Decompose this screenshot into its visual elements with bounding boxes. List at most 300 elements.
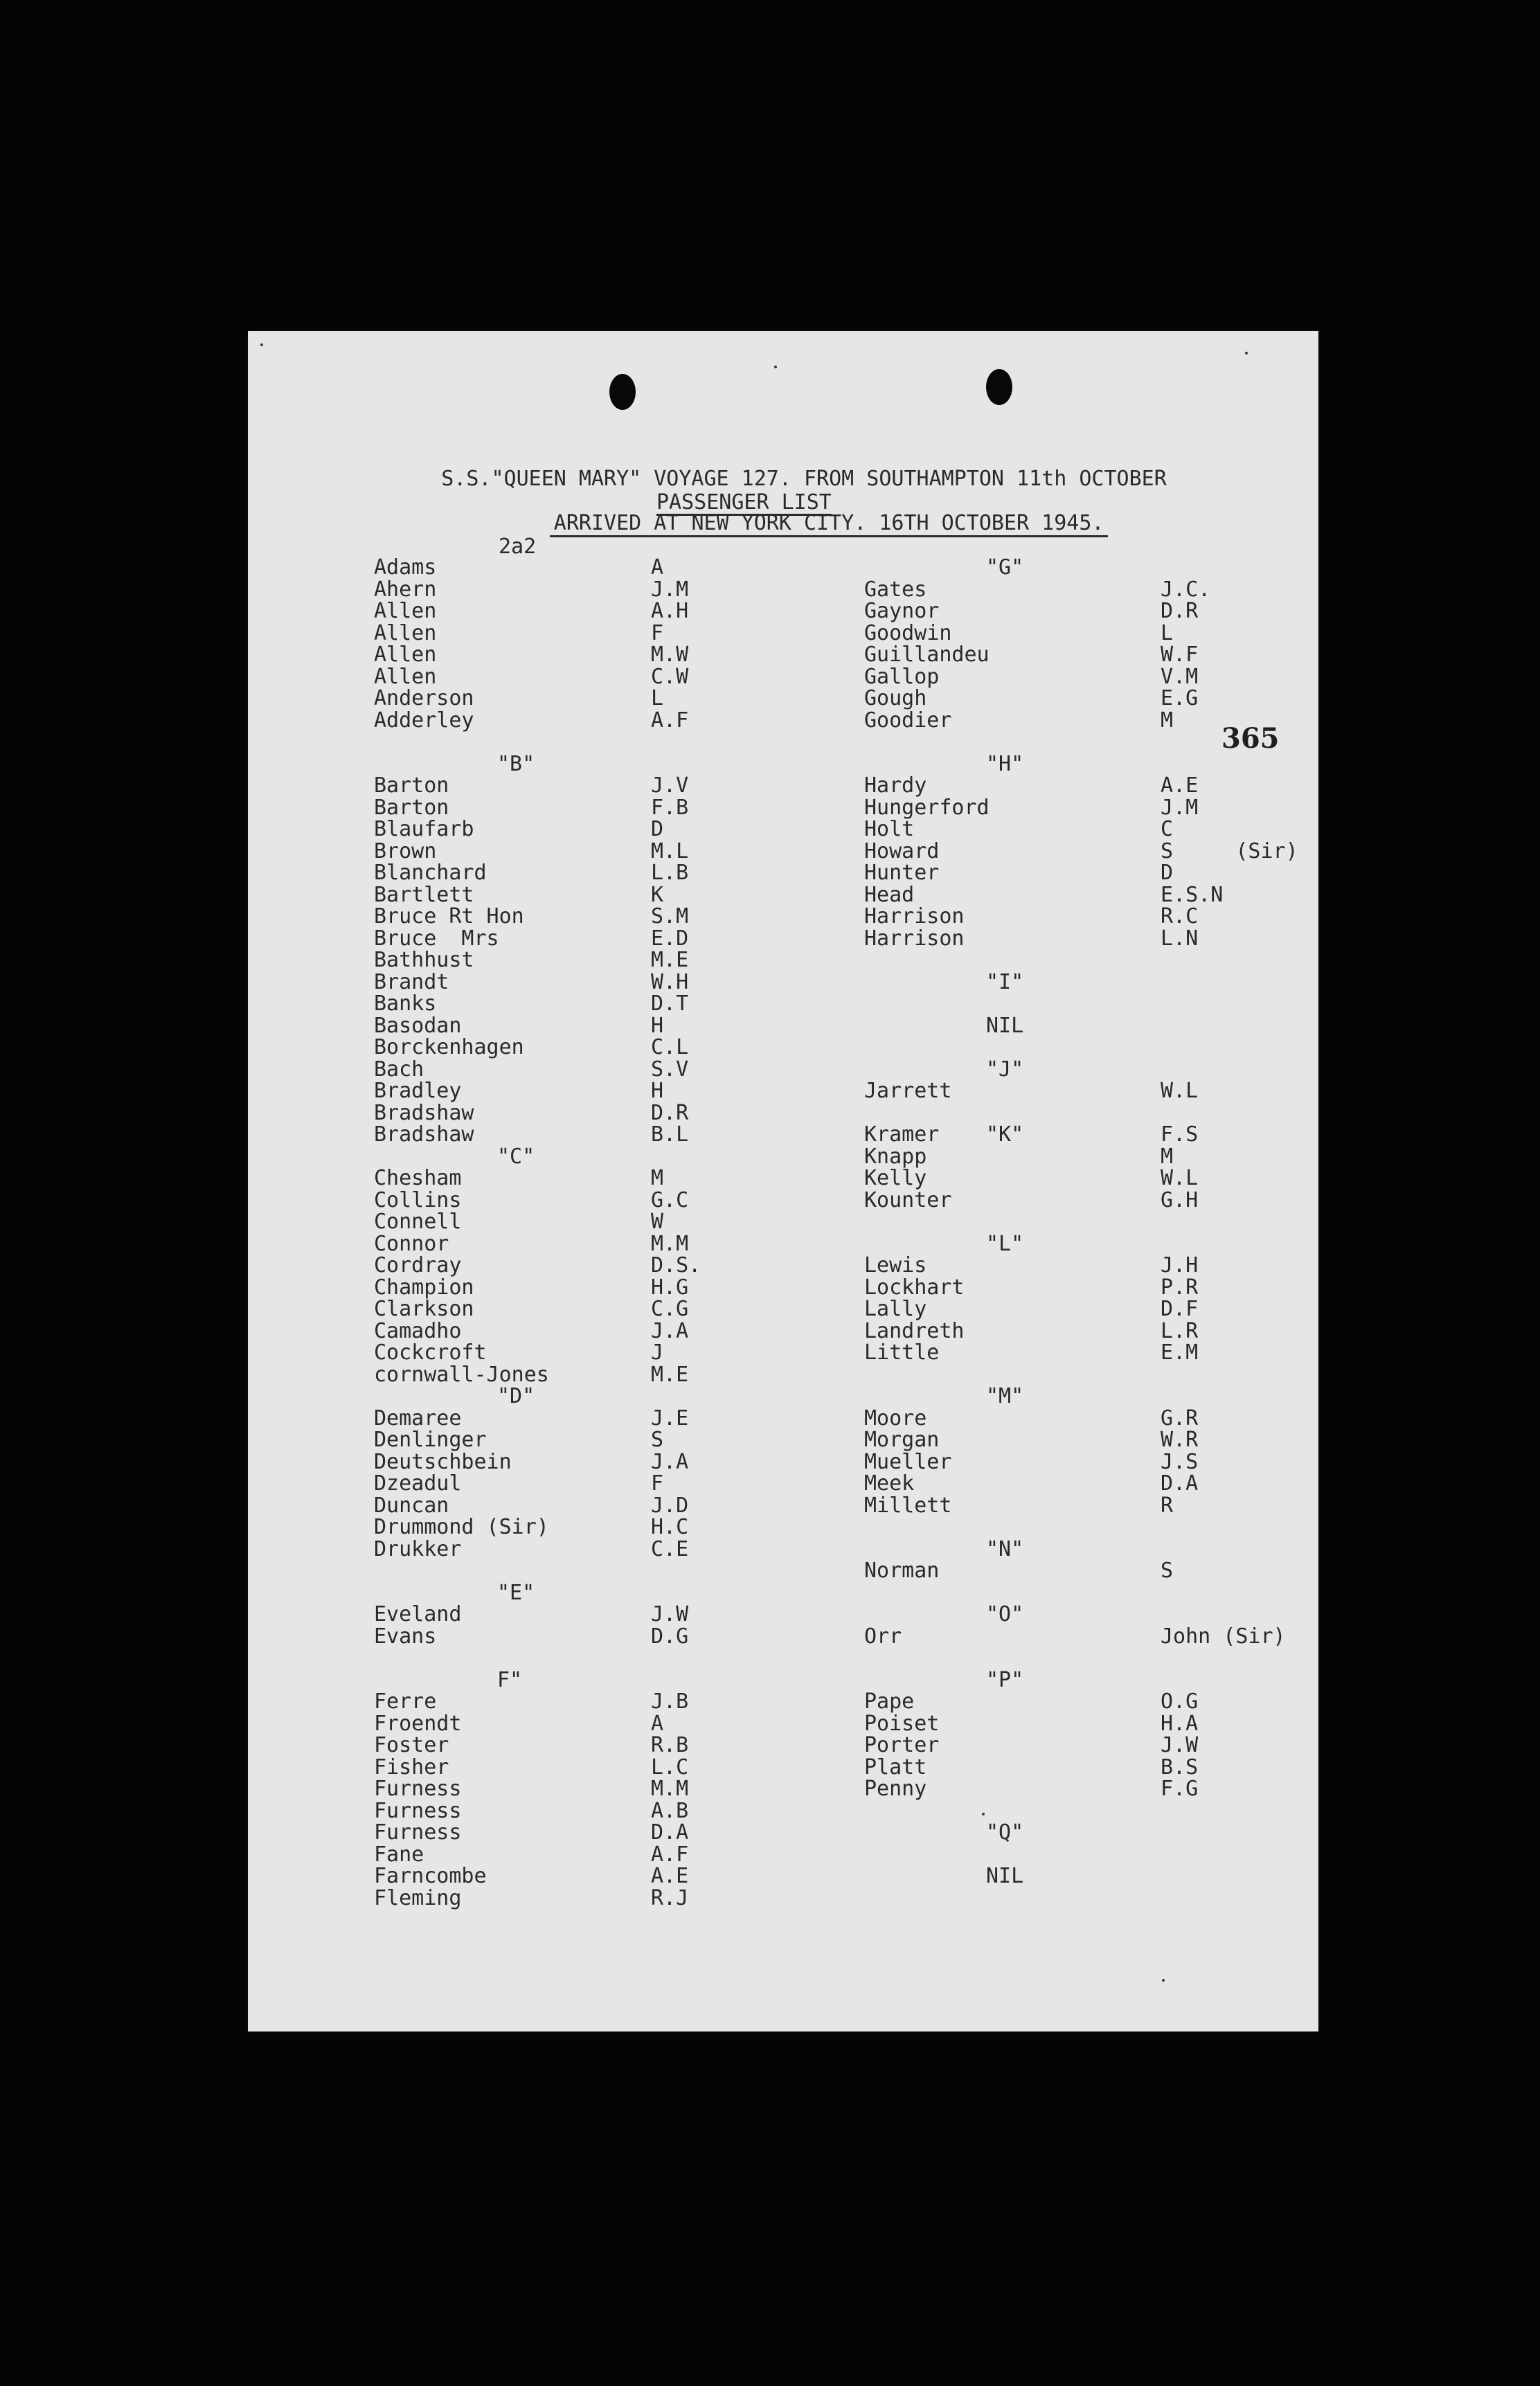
passenger-initials: S.M xyxy=(651,904,689,929)
passenger-surname: Little xyxy=(864,1340,940,1365)
passenger-surname: Kelly xyxy=(864,1166,927,1190)
section-letter: "K" xyxy=(986,1122,1024,1147)
passenger-row xyxy=(374,1516,776,1539)
passenger-surname: Penny xyxy=(864,1777,927,1801)
passenger-row xyxy=(374,1429,776,1451)
passenger-initials: M xyxy=(1161,708,1174,733)
passenger-surname: Bruce Mrs xyxy=(374,926,499,951)
passenger-initials: F.B xyxy=(651,795,689,820)
passenger-surname: Eveland xyxy=(374,1602,462,1626)
passenger-row xyxy=(864,710,1307,732)
passenger-surname: Adderley xyxy=(374,708,474,733)
section-letter: "M" xyxy=(986,1384,1024,1408)
passenger-initials: C.E xyxy=(651,1536,689,1561)
document-page xyxy=(248,331,1318,2031)
passenger-initials: J.M xyxy=(651,577,689,602)
passenger-row xyxy=(374,928,776,950)
passenger-surname: Collins xyxy=(374,1187,462,1212)
blank-row xyxy=(864,949,1307,971)
passenger-row xyxy=(374,884,776,906)
passenger-initials: E.S.N xyxy=(1161,882,1224,907)
passenger-surname: cornwall-Jones xyxy=(374,1362,549,1387)
passenger-surname: Goodwin xyxy=(864,620,952,645)
passenger-row xyxy=(864,1320,1307,1343)
section-heading xyxy=(864,971,1307,994)
passenger-initials: L.C xyxy=(651,1755,689,1779)
passenger-surname: Adams xyxy=(374,555,437,580)
passenger-initials: A xyxy=(651,555,664,580)
passenger-row xyxy=(864,928,1307,950)
passenger-initials: A.B xyxy=(651,1798,689,1823)
passenger-surname: Bradley xyxy=(374,1079,462,1103)
passenger-row xyxy=(864,1146,1307,1168)
passenger-row xyxy=(864,797,1307,819)
passenger-initials: L.B xyxy=(651,861,689,885)
passenger-row xyxy=(864,1124,1307,1146)
passenger-surname: Camadho xyxy=(374,1318,462,1343)
passenger-initials: A.F xyxy=(651,1842,689,1867)
passenger-surname: Clarkson xyxy=(374,1297,474,1321)
passenger-row xyxy=(864,1429,1307,1451)
passenger-row xyxy=(864,884,1307,906)
blank-row xyxy=(864,1844,1307,1866)
passenger-surname: Cockcroft xyxy=(374,1340,487,1365)
passenger-surname: Bartlett xyxy=(374,882,474,907)
passenger-initials: E.G xyxy=(1161,686,1199,710)
passenger-initials: W.L xyxy=(1161,1079,1199,1103)
passenger-row xyxy=(374,1187,776,1212)
section-letter: "C" xyxy=(497,1144,535,1169)
passenger-row xyxy=(374,1124,776,1146)
passenger-row xyxy=(864,775,1307,797)
passenger-row xyxy=(374,1844,776,1866)
blank-row xyxy=(864,1647,1307,1669)
passenger-initials: G.H xyxy=(1161,1187,1199,1212)
passenger-surname: Bradshaw xyxy=(374,1100,474,1125)
passenger-initials: H.C xyxy=(651,1515,689,1539)
passenger-initials: M xyxy=(651,1166,664,1190)
passenger-surname: Farncombe xyxy=(374,1864,487,1888)
passenger-row xyxy=(374,1778,776,1800)
nil-text: NIL xyxy=(986,1013,1024,1038)
passenger-row xyxy=(374,1408,776,1430)
passenger-surname: Norman xyxy=(864,1559,940,1583)
section-letter: "B" xyxy=(497,751,535,776)
blank-row xyxy=(864,1516,1307,1539)
passenger-initials: A xyxy=(651,1711,664,1736)
blank-row xyxy=(374,1560,776,1582)
passenger-initials: H xyxy=(651,1079,664,1103)
passenger-surname: Mueller xyxy=(864,1449,952,1474)
passenger-initials: D.R xyxy=(651,1100,689,1125)
section-letter: "N" xyxy=(986,1536,1024,1561)
passenger-row xyxy=(374,622,776,645)
passenger-initials: C.L xyxy=(651,1035,689,1059)
passenger-surname: Gaynor xyxy=(864,599,940,623)
section-letter: "I" xyxy=(986,969,1024,994)
passenger-row xyxy=(374,600,776,622)
paper-speck xyxy=(774,366,777,368)
passenger-row xyxy=(864,1342,1307,1364)
passenger-row xyxy=(374,1887,776,1910)
passenger-initials: B.S xyxy=(1161,1755,1199,1779)
passenger-row xyxy=(374,1211,776,1233)
blank-row xyxy=(864,1102,1307,1124)
nil-row xyxy=(864,1865,1307,1887)
passenger-surname: Pape xyxy=(864,1689,915,1714)
passenger-initials: H.G xyxy=(651,1275,689,1300)
passenger-initials: A.E xyxy=(1161,773,1199,798)
passenger-row xyxy=(374,1626,776,1648)
section-letter: "O" xyxy=(986,1602,1024,1626)
passenger-surname: Ahern xyxy=(374,577,437,602)
passenger-surname: Foster xyxy=(374,1733,449,1757)
passenger-row xyxy=(374,1536,776,1561)
passenger-row xyxy=(864,1298,1307,1320)
passenger-surname: Barton xyxy=(374,795,449,820)
passenger-row xyxy=(374,1495,776,1517)
passenger-row xyxy=(374,1167,776,1190)
header-arrival-line: ARRIVED AT NEW YORK CITY. 16TH OCTOBER 1945. xyxy=(550,512,1109,537)
passenger-initials: D xyxy=(651,817,664,841)
passenger-surname: Champion xyxy=(374,1275,474,1300)
passenger-surname: Head xyxy=(864,882,915,907)
passenger-row xyxy=(374,1364,776,1386)
passenger-surname: Dzeadul xyxy=(374,1471,462,1496)
passenger-initials: L xyxy=(651,686,664,710)
passenger-surname: Basodan xyxy=(374,1013,462,1038)
passenger-initials: J.S xyxy=(1161,1449,1199,1474)
passenger-surname: Fisher xyxy=(374,1755,449,1779)
passenger-surname: Allen xyxy=(374,664,437,689)
passenger-initials: G.C xyxy=(651,1187,689,1212)
passenger-surname: Hungerford xyxy=(864,795,990,820)
passenger-initials: M.E xyxy=(651,1362,689,1387)
passenger-row xyxy=(864,1626,1307,1648)
passenger-surname: Froendt xyxy=(374,1711,462,1736)
passenger-row xyxy=(374,1037,776,1059)
passenger-row xyxy=(864,1778,1307,1800)
passenger-surname: Bathhust xyxy=(374,948,474,972)
passenger-row xyxy=(864,688,1307,710)
passenger-initials: O.G xyxy=(1161,1689,1199,1714)
passenger-surname: Hunter xyxy=(864,861,940,885)
passenger-initials: H.A xyxy=(1161,1711,1199,1736)
passenger-initials: J xyxy=(651,1340,664,1365)
blank-row xyxy=(864,1037,1307,1059)
passenger-initials: H xyxy=(651,1013,664,1038)
paper-speck xyxy=(1162,1979,1165,1982)
passenger-surname: Bruce Rt Hon xyxy=(374,904,524,929)
passenger-initials: A.E xyxy=(651,1864,689,1888)
section-heading xyxy=(864,1822,1307,1844)
passenger-initials: R.C xyxy=(1161,904,1199,929)
section-letter: "E" xyxy=(497,1580,535,1605)
passenger-initials: M xyxy=(1161,1144,1174,1169)
passenger-initials: J.W xyxy=(651,1602,689,1626)
passenger-row xyxy=(864,1495,1307,1517)
passenger-row xyxy=(374,1102,776,1124)
sheet-code: 2a2 xyxy=(499,535,537,559)
section-heading xyxy=(864,753,1307,775)
passenger-initials: J.A xyxy=(651,1449,689,1474)
nil-row xyxy=(864,1015,1307,1037)
passenger-initials: F xyxy=(651,620,664,645)
blank-row xyxy=(864,1582,1307,1604)
blank-row xyxy=(374,1647,776,1669)
passenger-surname: Deutschbein xyxy=(374,1449,512,1474)
passenger-surname: Demaree xyxy=(374,1406,462,1430)
passenger-surname: Allen xyxy=(374,643,437,667)
passenger-surname: Allen xyxy=(374,620,437,645)
passenger-initials: G.R xyxy=(1161,1406,1199,1430)
passenger-surname: Chesham xyxy=(374,1166,462,1190)
blank-row xyxy=(374,731,776,753)
passenger-row xyxy=(864,838,1307,863)
section-letter: F" xyxy=(497,1667,523,1692)
passenger-surname: Connell xyxy=(374,1210,462,1234)
passenger-surname: Fane xyxy=(374,1842,424,1867)
passenger-initials: J.D xyxy=(651,1493,689,1518)
passenger-initials: L.N xyxy=(1161,926,1199,951)
header-voyage-line: S.S."QUEEN MARY" VOYAGE 127. FROM SOUTHAMPTON 11th OCTOBER xyxy=(441,467,1167,491)
passenger-row xyxy=(864,862,1307,884)
passenger-row xyxy=(374,1800,776,1822)
passenger-surname: Brandt xyxy=(374,969,449,994)
passenger-row xyxy=(864,1734,1307,1757)
passenger-row xyxy=(864,1713,1307,1735)
passenger-row xyxy=(374,1691,776,1713)
passenger-column-right xyxy=(864,557,1307,1887)
passenger-row xyxy=(374,1865,776,1887)
section-letter: "Q" xyxy=(986,1820,1024,1845)
passenger-row xyxy=(374,688,776,710)
passenger-row xyxy=(374,1298,776,1320)
passenger-initials: S xyxy=(651,1428,664,1452)
passenger-surname: Furness xyxy=(374,1777,462,1801)
section-heading xyxy=(374,1385,776,1408)
passenger-initials: John (Sir) xyxy=(1161,1624,1286,1649)
section-heading xyxy=(864,1385,1307,1408)
passenger-row xyxy=(374,838,776,863)
passenger-initials: M.E xyxy=(651,948,689,972)
passenger-initials: S.V xyxy=(651,1057,689,1082)
paper-speck xyxy=(982,1813,985,1815)
blank-row xyxy=(864,731,1307,753)
passenger-initials: K xyxy=(651,882,664,907)
passenger-surname: Allen xyxy=(374,599,437,623)
passenger-row xyxy=(864,1408,1307,1430)
passenger-row xyxy=(864,906,1307,928)
passenger-row xyxy=(864,1757,1307,1779)
passenger-surname: Jarrett xyxy=(864,1079,952,1103)
passenger-initials: M.M xyxy=(651,1777,689,1801)
section-heading xyxy=(864,1059,1307,1081)
passenger-row xyxy=(864,644,1307,666)
section-letter: "P" xyxy=(986,1667,1024,1692)
passenger-initials: F.G xyxy=(1161,1777,1199,1801)
passenger-initials: M.M xyxy=(651,1231,689,1256)
passenger-initials: R xyxy=(1161,1493,1174,1518)
passenger-initials: D.A xyxy=(651,1820,689,1845)
passenger-row xyxy=(864,1167,1307,1190)
section-heading xyxy=(864,1536,1307,1561)
passenger-initials: D.T xyxy=(651,992,689,1016)
passenger-surname: Gallop xyxy=(864,664,940,689)
passenger-row xyxy=(374,818,776,841)
passenger-surname: Kramer xyxy=(864,1122,940,1147)
passenger-surname: Anderson xyxy=(374,686,474,710)
passenger-row xyxy=(374,1080,776,1102)
passenger-row xyxy=(864,622,1307,645)
passenger-initials: C.G xyxy=(651,1297,689,1321)
section-letter: "J" xyxy=(986,1057,1024,1082)
passenger-row xyxy=(374,1757,776,1779)
passenger-row xyxy=(374,1255,776,1277)
passenger-initials: M.W xyxy=(651,643,689,667)
passenger-initials: W.L xyxy=(1161,1166,1199,1190)
passenger-surname: Bradshaw xyxy=(374,1122,474,1147)
passenger-surname: Denlinger xyxy=(374,1428,487,1452)
passenger-row xyxy=(374,710,776,732)
passenger-surname: Goodier xyxy=(864,708,952,733)
passenger-row xyxy=(864,818,1307,841)
passenger-initials: E.M xyxy=(1161,1340,1199,1365)
passenger-surname: Lockhart xyxy=(864,1275,965,1300)
passenger-initials: D.R xyxy=(1161,599,1199,623)
passenger-surname: Moore xyxy=(864,1406,927,1430)
passenger-row xyxy=(374,1451,776,1473)
passenger-row xyxy=(864,1255,1307,1277)
passenger-surname: Furness xyxy=(374,1820,462,1845)
punch-hole xyxy=(609,374,636,410)
passenger-row xyxy=(374,1342,776,1364)
passenger-row xyxy=(374,579,776,601)
passenger-row xyxy=(374,949,776,971)
passenger-initials: J.M xyxy=(1161,795,1199,820)
paper-speck xyxy=(1245,352,1248,355)
passenger-row xyxy=(374,1277,776,1299)
passenger-surname: Lally xyxy=(864,1297,927,1321)
passenger-surname: Evans xyxy=(374,1624,437,1649)
passenger-row xyxy=(374,775,776,797)
section-heading xyxy=(374,1146,776,1168)
passenger-surname: Gates xyxy=(864,577,927,602)
passenger-row xyxy=(374,1059,776,1081)
passenger-surname: Gough xyxy=(864,686,927,710)
section-letter: "D" xyxy=(497,1384,535,1408)
passenger-surname: Landreth xyxy=(864,1318,965,1343)
passenger-surname: Hardy xyxy=(864,773,927,798)
passenger-row xyxy=(864,1691,1307,1713)
passenger-initials: D.A xyxy=(1161,1471,1199,1496)
stamped-page-number: 365 xyxy=(1221,722,1280,755)
passenger-row xyxy=(864,1473,1307,1495)
passenger-initials: J.C. xyxy=(1161,577,1211,602)
section-letter: "H" xyxy=(986,751,1024,776)
section-heading xyxy=(864,1604,1307,1626)
passenger-surname: Porter xyxy=(864,1733,940,1757)
passenger-initials: J.E xyxy=(651,1406,689,1430)
passenger-row xyxy=(374,797,776,819)
passenger-initials: D.F xyxy=(1161,1297,1199,1321)
passenger-initials: D.G xyxy=(651,1624,689,1649)
passenger-row xyxy=(374,557,776,579)
passenger-initials: W.H xyxy=(651,969,689,994)
passenger-initials: S xyxy=(1161,1559,1174,1583)
passenger-surname: Kounter xyxy=(864,1187,952,1212)
passenger-initials: C.W xyxy=(651,664,689,689)
passenger-surname: Bach xyxy=(374,1057,424,1082)
passenger-row xyxy=(374,971,776,994)
passenger-initials: R.B xyxy=(651,1733,689,1757)
passenger-row xyxy=(374,1233,776,1255)
passenger-row xyxy=(864,1451,1307,1473)
passenger-surname: Knapp xyxy=(864,1144,927,1169)
passenger-surname: Holt xyxy=(864,817,915,841)
passenger-row xyxy=(864,579,1307,601)
passenger-surname: Millett xyxy=(864,1493,952,1518)
passenger-row xyxy=(374,1320,776,1343)
section-heading xyxy=(374,1669,776,1692)
passenger-surname: Cordray xyxy=(374,1253,462,1277)
section-heading xyxy=(864,557,1307,579)
passenger-row xyxy=(374,1822,776,1844)
passenger-initials: J.V xyxy=(651,773,689,798)
passenger-surname: Drukker xyxy=(374,1536,462,1561)
passenger-surname: Howard xyxy=(864,838,940,863)
passenger-initials: M.L xyxy=(651,838,689,863)
passenger-initials: J.A xyxy=(651,1318,689,1343)
passenger-surname: Brown xyxy=(374,838,437,863)
passenger-row xyxy=(864,1080,1307,1102)
passenger-surname: Orr xyxy=(864,1624,902,1649)
section-heading xyxy=(864,1669,1307,1692)
passenger-initials: V.M xyxy=(1161,664,1199,689)
passenger-initials: A.H xyxy=(651,599,689,623)
passenger-initials: E.D xyxy=(651,926,689,951)
blank-row xyxy=(864,993,1307,1015)
passenger-row xyxy=(864,1187,1307,1212)
passenger-initials: J.B xyxy=(651,1689,689,1714)
passenger-row xyxy=(374,993,776,1015)
blank-row xyxy=(864,1211,1307,1233)
passenger-surname: Blaufarb xyxy=(374,817,474,841)
passenger-initials: L.R xyxy=(1161,1318,1199,1343)
passenger-initials: J.W xyxy=(1161,1733,1199,1757)
paper-speck xyxy=(260,343,263,346)
passenger-surname: Drummond (Sir) xyxy=(374,1515,549,1539)
passenger-row xyxy=(374,906,776,928)
passenger-initials: A.F xyxy=(651,708,689,733)
passenger-initials: P.R xyxy=(1161,1275,1199,1300)
passenger-surname: Fleming xyxy=(374,1885,462,1910)
section-letter: "L" xyxy=(986,1231,1024,1256)
passenger-row xyxy=(374,1734,776,1757)
passenger-surname: Blanchard xyxy=(374,861,487,885)
passenger-row xyxy=(864,600,1307,622)
section-letter: "G" xyxy=(986,555,1024,580)
passenger-surname: Connor xyxy=(374,1231,449,1256)
passenger-surname: Guillandeu xyxy=(864,643,990,667)
section-heading xyxy=(374,1582,776,1604)
passenger-initials: D xyxy=(1161,861,1174,885)
passenger-row xyxy=(374,1604,776,1626)
passenger-initials: R.J xyxy=(651,1885,689,1910)
passenger-surname: Poiset xyxy=(864,1711,940,1736)
passenger-row xyxy=(374,666,776,688)
passenger-row xyxy=(374,1015,776,1037)
